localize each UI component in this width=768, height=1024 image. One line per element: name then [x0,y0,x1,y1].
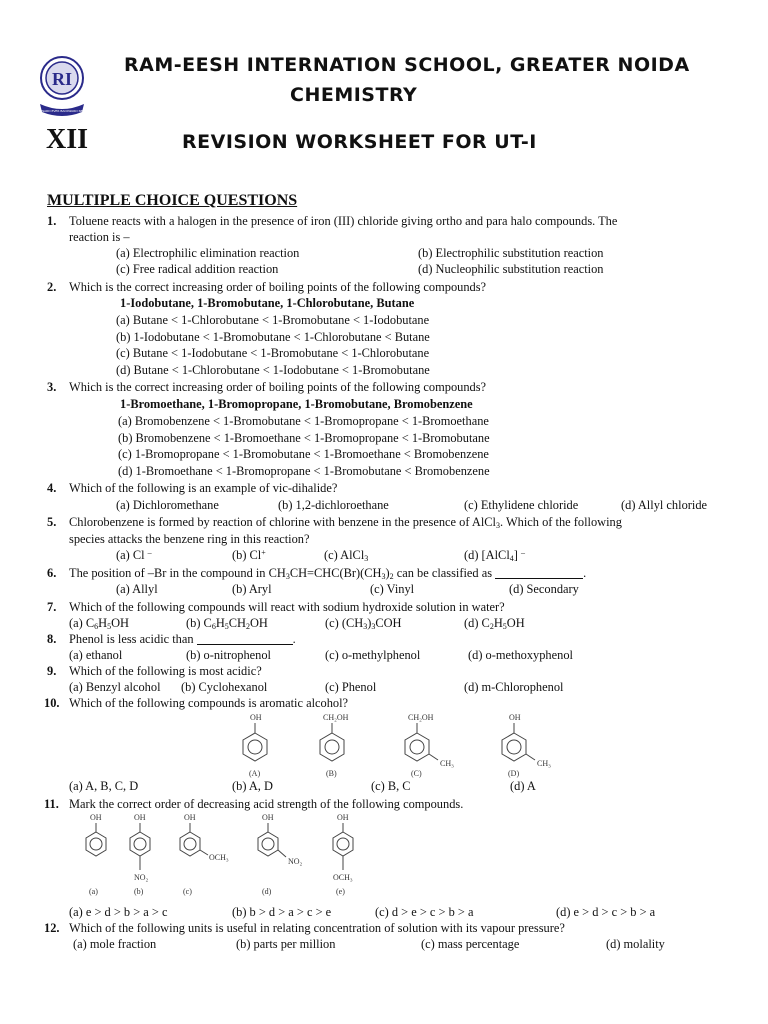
q3-text: Which is the correct increasing order of boiling points of the following compounds? [69,380,487,394]
q3-number: 3. [47,380,57,394]
q5-number: 5. [47,515,57,529]
q6-number: 6. [47,566,57,580]
svg-text:OH: OH [90,813,102,822]
q11-structure-d [258,813,303,896]
svg-text:CH₃: CH₃ [537,759,551,768]
q2-number: 2. [47,280,57,294]
q11-option-c: (c) d > e > c > b > a [375,905,474,919]
q11-option-a: (a) e > d > b > a > c [69,905,168,919]
school-name: RAM-EESH INTERNATION SCHOOL, GREATER NOIDA [124,54,690,76]
q10-structure-d [502,713,551,778]
q11-structure-a [86,813,106,896]
svg-text:CH₃: CH₃ [440,759,454,768]
q10-text: Which of the following compounds is aromatic alcohol? [69,696,349,710]
q8-option-b: (b) o-nitrophenol [186,648,271,662]
q3-option-b: (b) Bromobenzene < 1-Bromoethane < 1-Bromopropane < 1-Bromobutane [118,431,490,445]
q9-option-a: (a) Benzyl alcohol [69,680,161,694]
svg-text:FORWARD EVER BACKWARD NEVER: FORWARD EVER BACKWARD NEVER [35,109,89,113]
svg-text:OH: OH [509,713,521,722]
svg-text:RI: RI [51,69,73,89]
svg-text:(d): (d) [262,887,272,896]
q11-option-b: (b) b > d > a > c > e [232,905,332,919]
svg-text:(a): (a) [89,887,98,896]
q5-option-c: (c) AlCl$_3$ [324,548,369,563]
q8-answer-blank [197,634,293,645]
svg-text:(e): (e) [336,887,345,896]
q2-option-b: (b) 1-Iodobutane < 1-Bromobutane < 1-Chlorobutane < Butane [116,330,430,344]
q5-option-d: (d) [AlCl$_4$] – [464,548,526,563]
q1-option-b: (b) Electrophilic substitution reaction [418,246,604,260]
q2-option-a: (a) Butane < 1-Chlorobutane < 1-Bromobutane < 1-Iodobutane [116,313,430,327]
q8-text: Phenol is less acidic than . [69,632,296,646]
q1-text-line2: reaction is – [69,230,130,244]
svg-text:NO₂: NO₂ [288,857,303,866]
q10-structure-c [405,713,454,778]
q2-text: Which is the correct increasing order of boiling points of the following compounds? [69,280,487,294]
class-label: XII [46,124,89,155]
q8-option-a: (a) ethanol [69,648,123,662]
q1-option-a: (a) Electrophilic elimination reaction [116,246,300,260]
q7-number: 7. [47,600,57,614]
q12-text: Which of the following units is useful in relating concentration of solution with its vapour pressure? [69,921,565,935]
q4-text: Which of the following is an example of vic-dihalide? [69,481,338,495]
q7-option-d: (d) $C_2H_5OH$ [464,616,525,631]
svg-text:(C): (C) [411,769,422,778]
q1-number: 1. [47,214,57,228]
q6-answer-blank [495,568,583,579]
q8-option-d: (d) o-methoxyphenol [468,648,573,662]
q10-number: 10. [44,696,60,710]
q3-option-a: (a) Bromobenzene < 1-Bromobutane < 1-Bromopropane < 1-Bromoethane [118,414,489,428]
q3-option-d: (d) 1-Bromoethane < 1-Bromopropane < 1-Bromobutane < Bromobenzene [118,464,490,478]
q7-text: Which of the following compounds will react with sodium hydroxide solution in water? [69,600,505,614]
q11-structure-c [180,813,229,896]
q10-structures [222,710,562,780]
q1-text-line1: Toluene reacts with a halogen in the presence of iron (III) chloride giving ortho and para halo compounds. The [69,214,618,228]
q11-option-d: (d) e > d > c > b > a [556,905,656,919]
svg-text:CH₂OH: CH₂OH [408,713,434,722]
q6-option-d: (d) Secondary [509,582,579,596]
q9-text: Which of the following is most acidic? [69,664,262,678]
q5-text-line1: Chlorobenzene is formed by reaction of chlorine with benzene in the presence of AlCl$_3$. Which of the following [69,515,622,530]
worksheet-title: REVISION WORKSHEET FOR UT-I [182,131,537,153]
svg-text:OCH₃: OCH₃ [209,853,229,862]
q3-option-c: (c) 1-Bromopropane < 1-Bromobutane < 1-Bromoethane < Bromobenzene [118,447,489,461]
q1-option-c: (c) Free radical addition reaction [116,262,279,276]
q4-option-c: (c) Ethylidene chloride [464,498,579,512]
svg-text:OH: OH [262,813,274,822]
q5-option-b: (b) Cl+ [232,548,266,562]
q2-option-c: (c) Butane < 1-Iodobutane < 1-Bromobutane < 1-Chlorobutane [116,346,430,360]
school-logo [35,54,89,124]
q12-option-a: (a) mole fraction [73,937,157,951]
q12-option-b: (b) parts per million [236,937,336,951]
svg-text:OH: OH [184,813,196,822]
q2-option-d: (d) Butane < 1-Chlorobutane < 1-Iodobutane < 1-Bromobutane [116,363,430,377]
q3-compounds: 1-Bromoethane, 1-Bromopropane, 1-Bromobutane, Bromobenzene [120,397,473,411]
q9-option-d: (d) m-Chlorophenol [464,680,564,694]
q10-structure-b [320,713,349,778]
q10-option-a: (a) A, B, C, D [69,779,139,793]
q6-option-b: (b) Aryl [232,582,272,596]
svg-text:CH₂OH: CH₂OH [323,713,349,722]
q4-number: 4. [47,481,57,495]
q9-option-c: (c) Phenol [325,680,377,694]
q10-option-c: (c) B, C [371,779,411,793]
q6-text: The position of –Br in the compound in $CH_3CH=CHC(Br)(CH_3)_2$ can be classified as . [69,566,587,581]
svg-text:OH: OH [250,713,262,722]
q11-structures [78,810,378,900]
q11-text: Mark the correct order of decreasing acid strength of the following compounds. [69,797,464,811]
q4-option-a: (a) Dichloromethane [116,498,219,512]
q7-option-a: (a) $C_6H_5OH$ [69,616,129,631]
svg-text:(A): (A) [249,769,261,778]
q8-option-c: (c) o-methylphenol [325,648,421,662]
q8-number: 8. [47,632,57,646]
svg-text:OH: OH [134,813,146,822]
section-title: MULTIPLE CHOICE QUESTIONS [47,192,298,209]
q12-number: 12. [44,921,60,935]
q12-option-d: (d) molality [606,937,665,951]
svg-text:(B): (B) [326,769,337,778]
svg-text:(c): (c) [183,887,192,896]
q4-option-b: (b) 1,2-dichloroethane [278,498,389,512]
q10-structure-a [243,713,267,778]
svg-text:OH: OH [337,813,349,822]
subject-title: CHEMISTRY [290,84,418,106]
svg-text:OCH₃: OCH₃ [333,873,353,882]
q9-option-b: (b) Cyclohexanol [181,680,268,694]
q12-option-c: (c) mass percentage [421,937,520,951]
q5-text-line2: species attacks the benzene ring in this reaction? [69,532,310,546]
q7-option-b: (b) $C_6H_5CH_2OH$ [186,616,268,631]
q4-option-d: (d) Allyl chloride [621,498,708,512]
q11-number: 11. [44,797,59,811]
q6-option-a: (a) Allyl [116,582,158,596]
q2-compounds: 1-Iodobutane, 1-Bromobutane, 1-Chlorobutane, Butane [120,296,415,310]
q9-number: 9. [47,664,57,678]
q1-option-d: (d) Nucleophilic substitution reaction [418,262,604,276]
q5-option-a: (a) Cl – [116,548,152,562]
svg-text:NO₂: NO₂ [134,873,149,882]
q11-structure-e [333,813,353,896]
svg-text:(D): (D) [508,769,520,778]
q10-option-b: (b) A, D [232,779,273,793]
q6-option-c: (c) Vinyl [370,582,415,596]
q11-structure-b [130,813,150,896]
q7-option-c: (c) $(CH_3)_3COH$ [325,616,402,631]
q10-option-d: (d) A [510,779,536,793]
svg-text:(b): (b) [134,887,144,896]
